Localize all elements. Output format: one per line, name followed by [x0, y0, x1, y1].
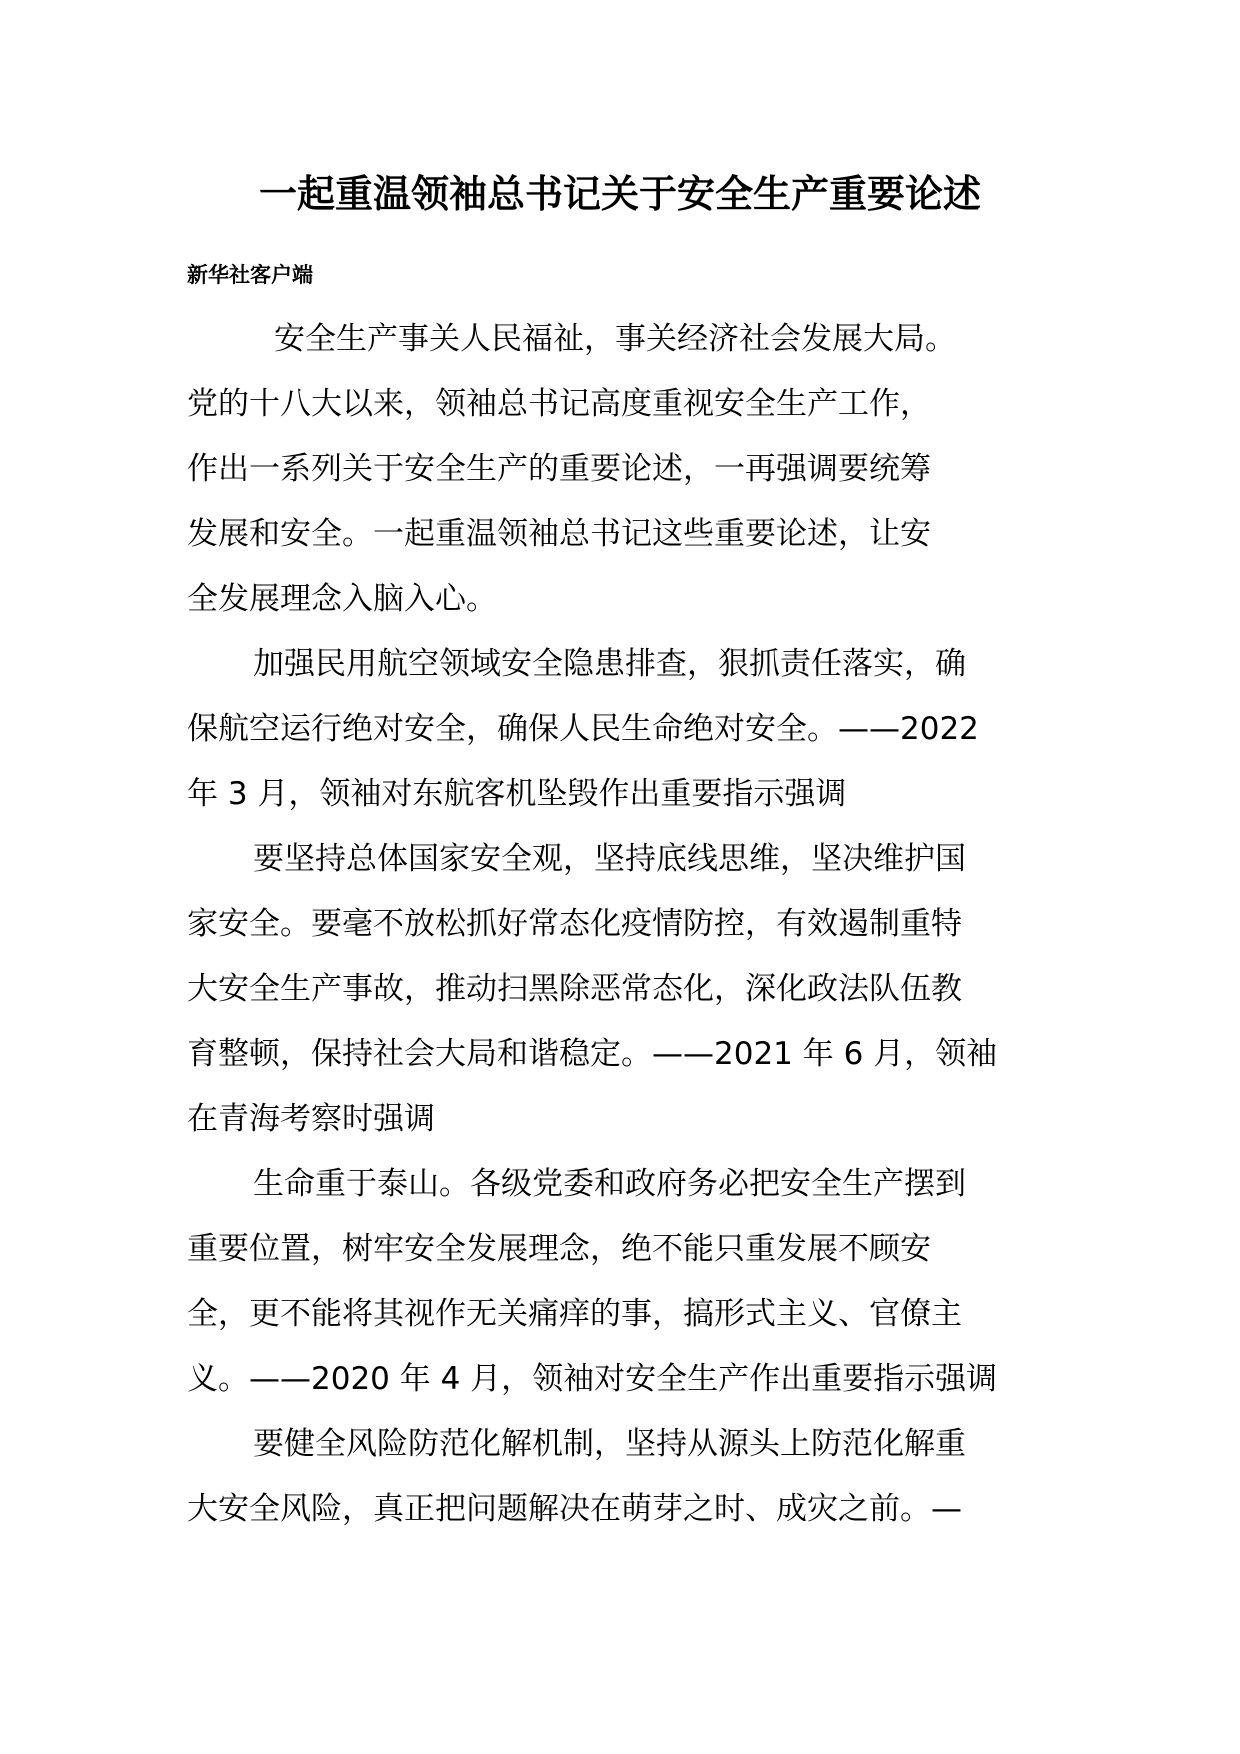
paragraph-line: 发展和安全。一起重温领袖总书记这些重要论述，让安: [187, 516, 931, 552]
paragraph-line: 保航空运行绝对安全，确保人民生命绝对安全。——2022: [187, 711, 979, 747]
paragraph-line: 家安全。要毫不放松抓好常态化疫情防控，有效遏制重特: [187, 906, 962, 942]
news-source: 新华社客户端: [187, 262, 313, 287]
article-body: [187, 307, 1087, 1542]
paragraph-line: 大安全风险，真正把问题解决在萌芽之时、成灾之前。—: [187, 1491, 962, 1527]
paragraph-line: 全，更不能将其视作无关痛痒的事，搞形式主义、官僚主: [187, 1296, 962, 1332]
paragraph-line: 要坚持总体国家安全观，坚持底线思维，坚决维护国: [253, 841, 966, 877]
paragraph-line: 重要位置，树牢安全发展理念，绝不能只重发展不顾安: [187, 1231, 931, 1267]
paragraph-line: 大安全生产事故，推动扫黑除恶常态化，深化政法队伍教: [187, 971, 962, 1007]
paragraph-line: 在青海考察时强调: [187, 1101, 435, 1137]
document-title: 一起重温领袖总书记关于安全生产重要论述: [258, 171, 981, 216]
paragraph-line: 育整顿，保持社会大局和谐稳定。——2021 年 6 月，领袖: [187, 1036, 998, 1072]
paragraph-line: 全发展理念入脑入心。: [187, 581, 497, 617]
paragraph-line: 作出一系列关于安全生产的重要论述，一再强调要统筹: [187, 451, 931, 487]
paragraph-line: 加强民用航空领域安全隐患排查，狠抓责任落实，确: [253, 646, 966, 682]
paragraph-line: 年 3 月，领袖对东航客机坠毁作出重要指示强调: [187, 776, 847, 812]
paragraph-line: 党的十八大以来，领袖总书记高度重视安全生产工作，: [187, 386, 931, 422]
paragraph-line: 义。——2020 年 4 月，领袖对安全生产作出重要指示强调: [187, 1361, 998, 1397]
paragraph-line: 生命重于泰山。各级党委和政府务必把安全生产摆到: [253, 1166, 966, 1202]
paragraph-line: 安全生产事关人民福祉，事关经济社会发展大局。: [274, 321, 956, 357]
paragraph-line: 要健全风险防范化解机制，坚持从源头上防范化解重: [253, 1426, 966, 1462]
